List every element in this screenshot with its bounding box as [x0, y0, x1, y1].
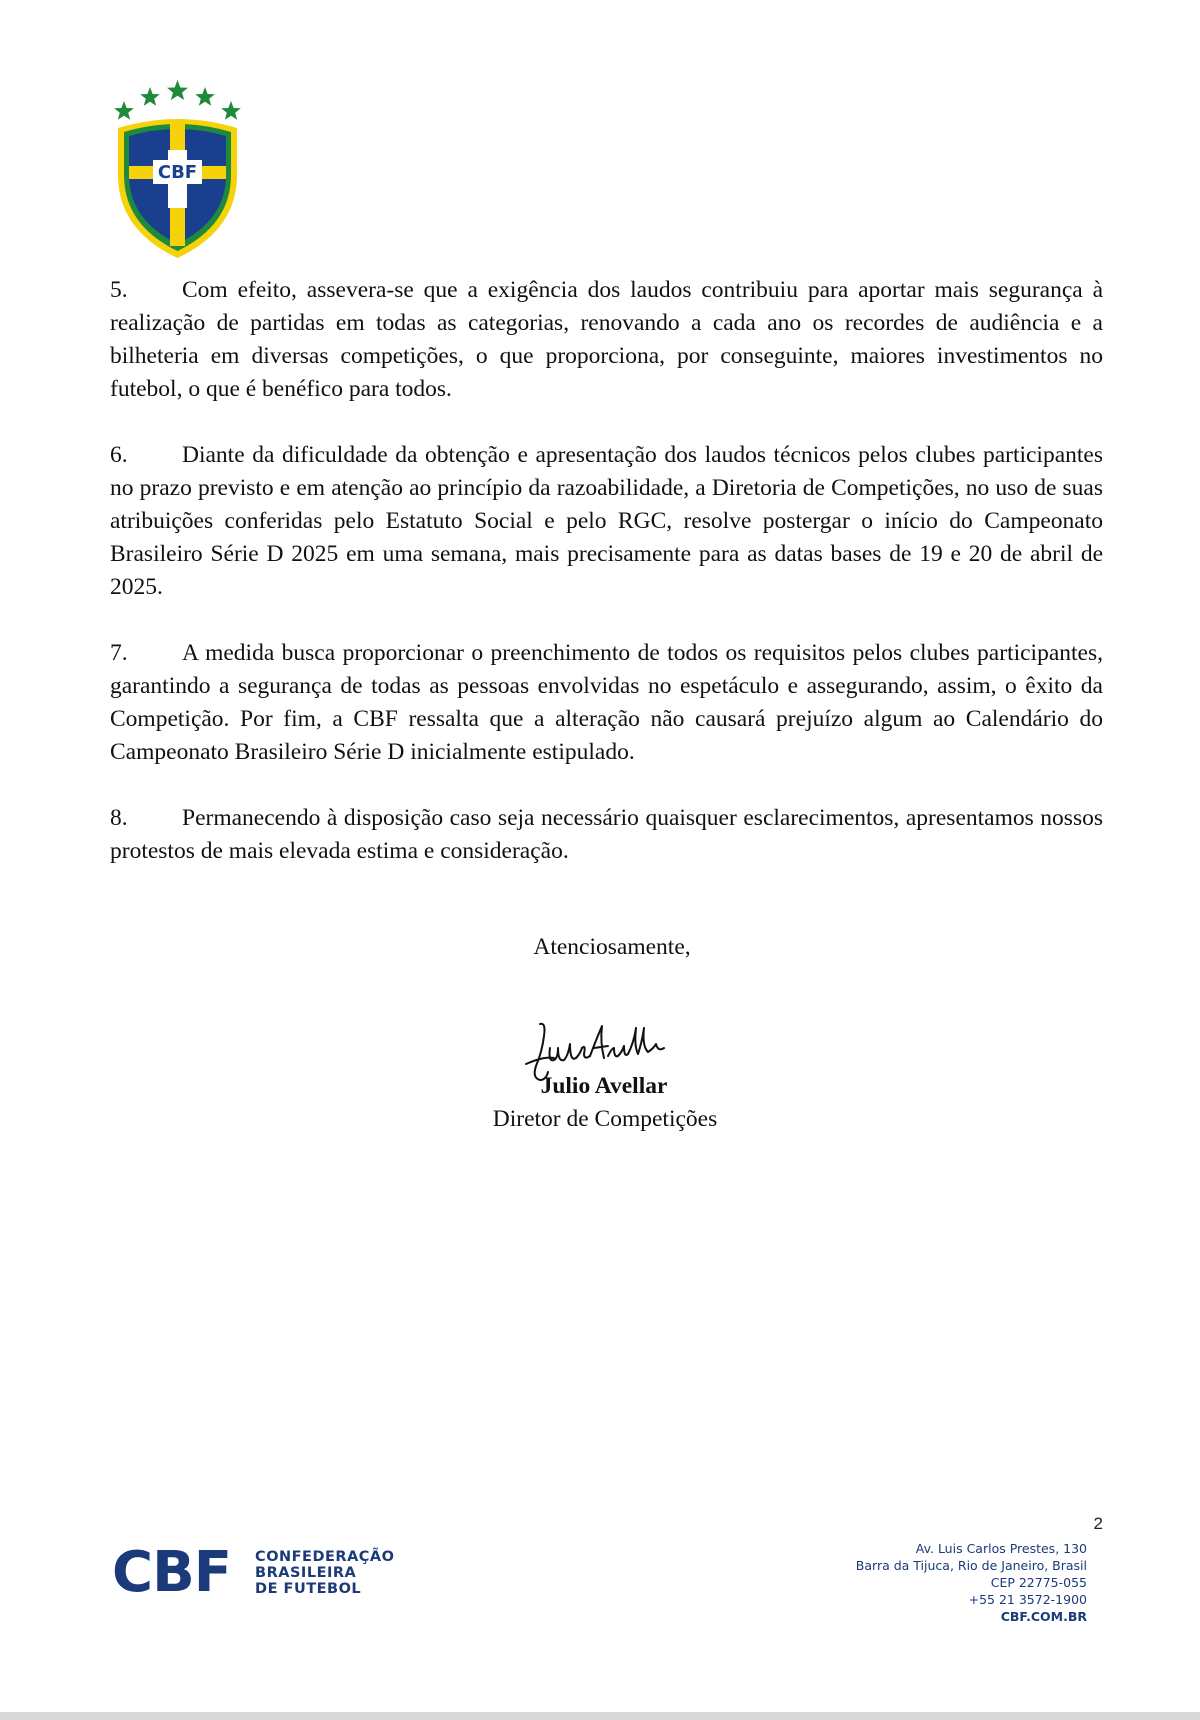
paragraph-text: A medida busca proporcionar o preenchimento de todos os requisitos pelos clubes participantes, garantindo a segurança de todas as pessoas envolvidas no espetáculo e assegurando, assim, o êxito da Competição. Por fim, a CBF ressalta que a alteração não causará prejuízo algum ao Calendário do Campeonato Brasileiro Série D inicialmente estipulado. [110, 640, 1103, 765]
footer-address [856, 1540, 1087, 1625]
org-name-line: BRASILEIRA [255, 1565, 357, 1581]
address-line: +55 21 3572-1900 [968, 1592, 1087, 1607]
paragraph-number: 6. [110, 442, 128, 468]
paragraph-number: 7. [110, 640, 128, 666]
paragraph-text: Permanecendo à disposição caso seja necessário quaisquer esclarecimentos, apresentamos nossos protestos de mais elevada estima e consideração. [110, 805, 1103, 864]
paragraph-7 [110, 637, 1103, 769]
cbf-wordmark: CBF [112, 1540, 232, 1605]
bottom-edge [0, 1712, 1200, 1720]
footer-logo [112, 1540, 395, 1605]
closing-salutation: Atenciosamente, [533, 934, 691, 960]
letter-body [110, 274, 1103, 901]
org-name-line: CONFEDERAÇÃO [255, 1549, 395, 1565]
paragraph-text: Com efeito, assevera-se que a exigência dos laudos contribuiu para aportar mais segurança à realização de partidas em todas as categorias, renovando a cada ano os recordes de audiência e a bilheteria em diversas competições, o que proporciona, por conseguinte, maiores investimentos no futebol, o que é benéfico para todos. [110, 277, 1103, 402]
paragraph-8 [110, 802, 1103, 868]
cbf-crest-icon [110, 80, 245, 260]
website-link[interactable]: CBF.COM.BR [1000, 1609, 1087, 1624]
paragraph-number: 5. [110, 277, 128, 303]
address-line: Av. Luis Carlos Prestes, 130 [915, 1541, 1087, 1556]
org-name [255, 1549, 394, 1597]
org-name-line: DE FUTEBOL [255, 1581, 362, 1597]
paragraph-6 [110, 439, 1103, 604]
page-number: 2 [1093, 1514, 1103, 1533]
svg-text:CBF: CBF [157, 162, 198, 183]
address-line: Barra da Tijuca, Rio de Janeiro, Brasil [855, 1558, 1087, 1573]
paragraph-5 [110, 274, 1103, 406]
signer-name: Julio Avellar [540, 1073, 668, 1099]
signer-title: Diretor de Competições [492, 1106, 718, 1132]
paragraph-number: 8. [110, 805, 128, 831]
address-line: CEP 22775-055 [990, 1575, 1087, 1590]
paragraph-text: Diante da dificuldade da obtenção e apresentação dos laudos técnicos pelos clubes participantes no prazo previsto e em atenção ao princípio da razoabilidade, a Diretoria de Competições, no uso de suas atribuições conferidas pelo Estatuto Social e pelo RGC, resolve postergar o início do Campeonato Brasileiro Série D 2025 em uma semana, mais precisamente para as datas bases de 19 e 20 de abril de 2025. [110, 442, 1103, 600]
